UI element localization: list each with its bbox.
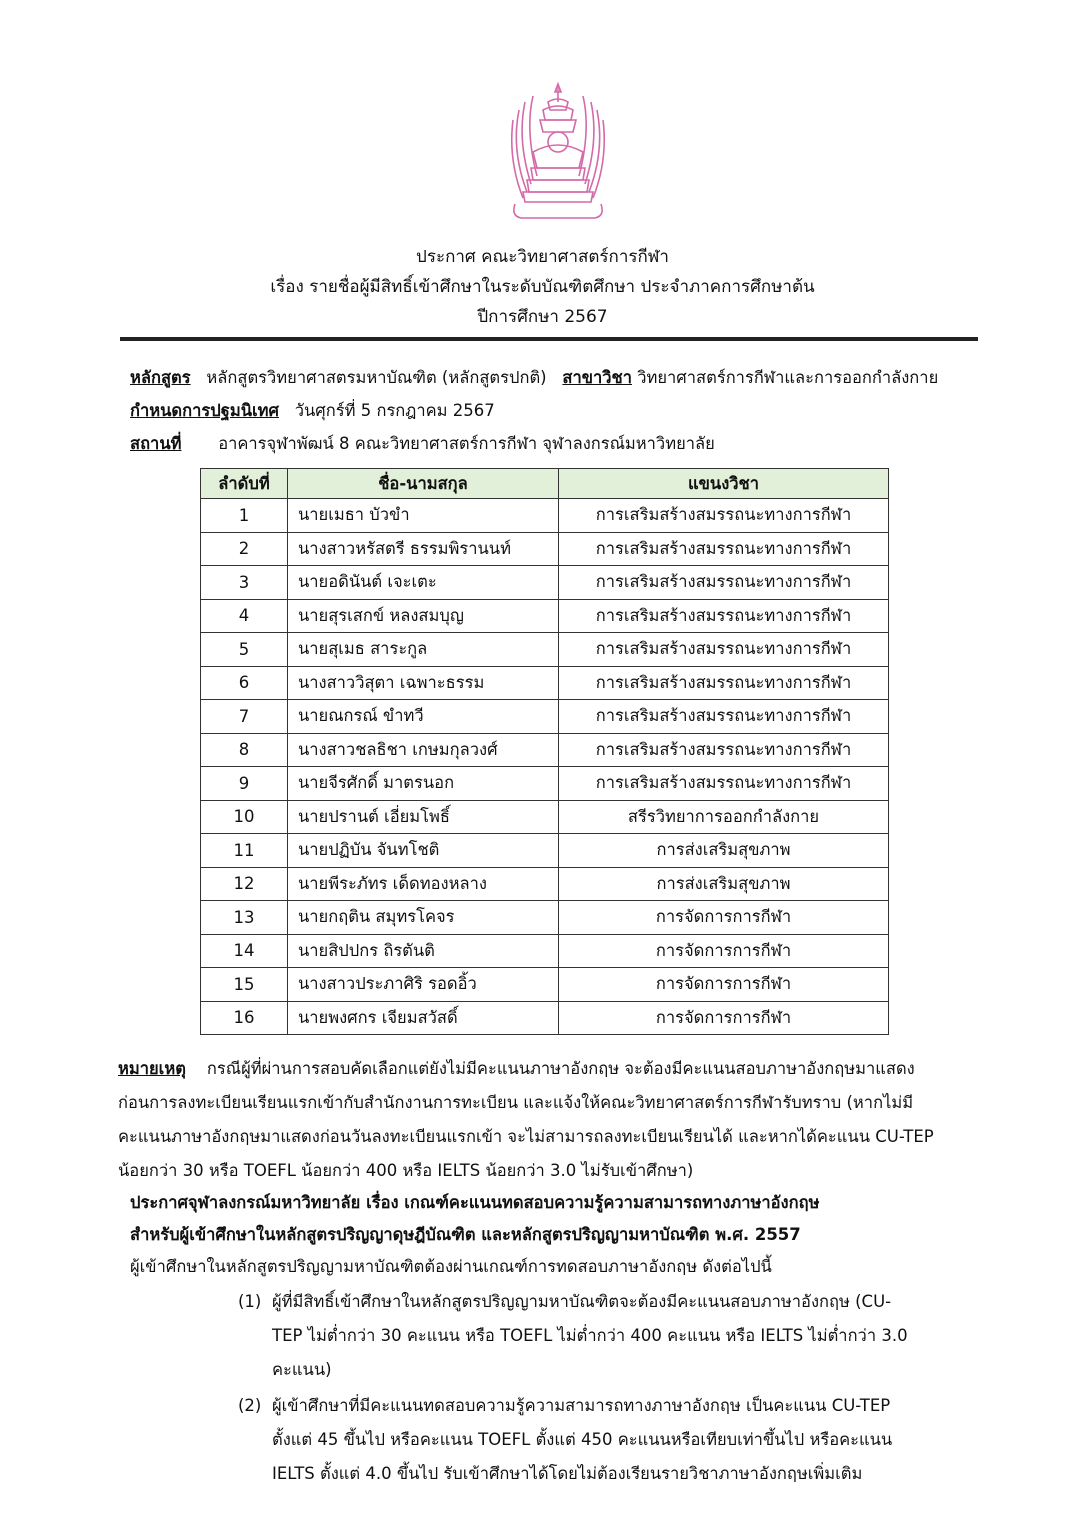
- row-number: 15: [201, 968, 288, 1002]
- row-number: 13: [201, 901, 288, 935]
- student-name: นายพีระภัทร เด็ดทองหลาง: [288, 867, 559, 901]
- student-name: นายจีรศักดิ์ มาตรนอก: [288, 767, 559, 801]
- announcement-intro: ผู้เข้าศึกษาในหลักสูตรปริญญามหาบัณฑิตต้องผ่านเกณฑ์การทดสอบภาษาอังกฤษ ดังต่อไปนี้: [130, 1257, 772, 1276]
- student-major: การเสริมสร้างสมรรถนะทางการกีฬา: [559, 532, 889, 566]
- student-major: การเสริมสร้างสมรรถนะทางการกีฬา: [559, 599, 889, 633]
- student-name: นางสาวชลธิชา เกษมกุลวงศ์: [288, 733, 559, 767]
- student-major: สรีรวิทยาการออกกำลังกาย: [559, 800, 889, 834]
- orientation-label: กำหนดการปฐมนิเทศ: [130, 401, 279, 420]
- item-1-line-1: ผู้ที่มีสิทธิ์เข้าศึกษาในหลักสูตรปริญญามหาบัณฑิตจะต้องมีคะแนนสอบภาษาอังกฤษ (CU-: [272, 1292, 892, 1311]
- row-number: 5: [201, 633, 288, 667]
- item-1-number: (1): [238, 1292, 262, 1311]
- table-row: [201, 733, 889, 767]
- row-number: 8: [201, 733, 288, 767]
- program-info: [130, 365, 938, 391]
- table-row: [201, 633, 889, 667]
- note-label: หมายเหตุ: [118, 1059, 186, 1078]
- column-header-major: แขนงวิชา: [559, 469, 889, 499]
- note-line-3: คะแนนภาษาอังกฤษมาแสดงก่อนวันลงทะเบียนแรกเข้า จะไม่สามารถลงทะเบียนเรียนได้ และหากได้คะแนน CU-TEP: [118, 1127, 934, 1146]
- venue-info: [130, 431, 715, 457]
- table-row: [201, 599, 889, 633]
- orientation-value: วันศุกร์ที่ 5 กรกฎาคม 2567: [294, 401, 495, 420]
- field-value: วิทยาศาสตร์การกีฬาและการออกกำลังกาย: [637, 368, 939, 387]
- table-row: [201, 532, 889, 566]
- admitted-students-table: [200, 468, 889, 1035]
- student-major: การเสริมสร้างสมรรถนะทางการกีฬา: [559, 767, 889, 801]
- row-number: 1: [201, 499, 288, 533]
- student-name: นายณกรณ์ ขำทวี: [288, 700, 559, 734]
- table-row: [201, 901, 889, 935]
- item-1-line-2: TEP ไม่ต่ำกว่า 30 คะแนน หรือ TOEFL ไม่ต่ำกว่า 400 คะแนน หรือ IELTS ไม่ต่ำกว่า 3.0: [272, 1326, 908, 1345]
- table-row: [201, 968, 889, 1002]
- student-name: นายปฏิบัน จันทโชติ: [288, 834, 559, 868]
- row-number: 6: [201, 666, 288, 700]
- student-name: นายเมธา บัวขำ: [288, 499, 559, 533]
- item-2-line-1: ผู้เข้าศึกษาที่มีคะแนนทดสอบความรู้ความสามารถทางภาษาอังกฤษ เป็นคะแนน CU-TEP: [272, 1396, 891, 1415]
- orientation-info: [130, 398, 495, 424]
- academic-year: ปีการศึกษา 2567: [477, 307, 608, 327]
- student-major: การเสริมสร้างสมรรถนะทางการกีฬา: [559, 499, 889, 533]
- table-row: [201, 700, 889, 734]
- row-number: 16: [201, 1001, 288, 1035]
- field-label: สาขาวิชา: [562, 368, 632, 387]
- table-row: [201, 867, 889, 901]
- announcement-subject: เรื่อง รายชื่อผู้มีสิทธิ์เข้าศึกษาในระดับบัณฑิตศึกษา ประจำภาคการศึกษาต้น: [270, 277, 815, 297]
- item-2-line-3: IELTS ตั้งแต่ 4.0 ขึ้นไป รับเข้าศึกษาได้โดยไม่ต้องเรียนรายวิชาภาษาอังกฤษเพิ่มเติม: [272, 1464, 863, 1483]
- student-major: การเสริมสร้างสมรรถนะทางการกีฬา: [559, 733, 889, 767]
- program-value: หลักสูตรวิทยาศาสตรมหาบัณฑิต (หลักสูตรปกติ): [206, 368, 547, 387]
- row-number: 10: [201, 800, 288, 834]
- table-row: [201, 1001, 889, 1035]
- student-major: การเสริมสร้างสมรรถนะทางการกีฬา: [559, 566, 889, 600]
- row-number: 3: [201, 566, 288, 600]
- item-2-line-2: ตั้งแต่ 45 ขึ้นไป หรือคะแนน TOEFL ตั้งแต่ 450 คะแนนหรือเทียบเท่าขึ้นไป หรือคะแนน: [272, 1430, 893, 1449]
- student-name: นายสิปปกร ถิรตันติ: [288, 934, 559, 968]
- row-number: 9: [201, 767, 288, 801]
- student-major: การเสริมสร้างสมรรถนะทางการกีฬา: [559, 633, 889, 667]
- student-name: นายอดินันต์ เจะเตะ: [288, 566, 559, 600]
- table-header-row: [201, 469, 889, 499]
- row-number: 2: [201, 532, 288, 566]
- student-major: การส่งเสริมสุขภาพ: [559, 834, 889, 868]
- student-name: นายกฤติน สมุทรโคจร: [288, 901, 559, 935]
- item-2-number: (2): [238, 1396, 262, 1415]
- table-row: [201, 834, 889, 868]
- student-name: นางสาววิสุตา เฉพาะธรรม: [288, 666, 559, 700]
- student-major: การจัดการการกีฬา: [559, 1001, 889, 1035]
- row-number: 7: [201, 700, 288, 734]
- announcement-title-2: สำหรับผู้เข้าศึกษาในหลักสูตรปริญญาดุษฎีบัณฑิต และหลักสูตรปริญญามหาบัณฑิต พ.ศ. 2557: [130, 1225, 801, 1244]
- student-major: การจัดการการกีฬา: [559, 934, 889, 968]
- announcement-title-1: ประกาศจุฬาลงกรณ์มหาวิทยาลัย เรื่อง เกณฑ์คะแนนทดสอบความรู้ความสามารถทางภาษาอังกฤษ: [130, 1193, 820, 1212]
- program-label: หลักสูตร: [130, 368, 191, 387]
- student-name: นายสุรเสกข์ หลงสมบุญ: [288, 599, 559, 633]
- student-name: นางสาวหรัสตรี ธรรมพิรานนท์: [288, 532, 559, 566]
- student-name: นายพงศกร เจียมสวัสดิ์: [288, 1001, 559, 1035]
- table-row: [201, 666, 889, 700]
- student-major: การจัดการการกีฬา: [559, 968, 889, 1002]
- student-name: นางสาวประภาศิริ รอดอิ้ว: [288, 968, 559, 1002]
- item-1-line-3: คะแนน): [272, 1360, 332, 1379]
- note-line-4: น้อยกว่า 30 หรือ TOEFL น้อยกว่า 400 หรือ IELTS น้อยกว่า 3.0 ไม่รับเข้าศึกษา): [118, 1161, 694, 1180]
- row-number: 11: [201, 834, 288, 868]
- row-number: 4: [201, 599, 288, 633]
- university-emblem-icon: [503, 80, 613, 225]
- note-text-1: กรณีผู้ที่ผ่านการสอบคัดเลือกแต่ยังไม่มีคะแนนภาษาอังกฤษ จะต้องมีคะแนนสอบภาษาอังกฤษมาแสดง: [206, 1059, 915, 1078]
- row-number: 14: [201, 934, 288, 968]
- note-line-1: [118, 1052, 915, 1086]
- table-row: [201, 566, 889, 600]
- table-row: [201, 800, 889, 834]
- venue-label: สถานที่: [130, 434, 182, 453]
- student-major: การเสริมสร้างสมรรถนะทางการกีฬา: [559, 666, 889, 700]
- table-row: [201, 767, 889, 801]
- table-row: [201, 499, 889, 533]
- student-major: การเสริมสร้างสมรรถนะทางการกีฬา: [559, 700, 889, 734]
- student-name: นายปรานต์ เอี่ยมโพธิ์: [288, 800, 559, 834]
- student-major: การจัดการการกีฬา: [559, 901, 889, 935]
- row-number: 12: [201, 867, 288, 901]
- student-major: การส่งเสริมสุขภาพ: [559, 867, 889, 901]
- table-row: [201, 934, 889, 968]
- note-line-2: ก่อนการลงทะเบียนเรียนแรกเข้ากับสำนักงานการทะเบียน และแจ้งให้คณะวิทยาศาสตร์การกีฬารับทราบ (หากไม่มี: [118, 1093, 914, 1112]
- header-divider: [120, 337, 978, 341]
- announcement-header-line1: ประกาศ คณะวิทยาศาสตร์การกีฬา: [416, 247, 669, 267]
- student-name: นายสุเมธ สาระกูล: [288, 633, 559, 667]
- venue-value: อาคารจุฬาพัฒน์ 8 คณะวิทยาศาสตร์การกีฬา จุฬาลงกรณ์มหาวิทยาลัย: [218, 434, 715, 453]
- column-header-number: ลำดับที่: [201, 469, 288, 499]
- column-header-name: ชื่อ-นามสกุล: [288, 469, 559, 499]
